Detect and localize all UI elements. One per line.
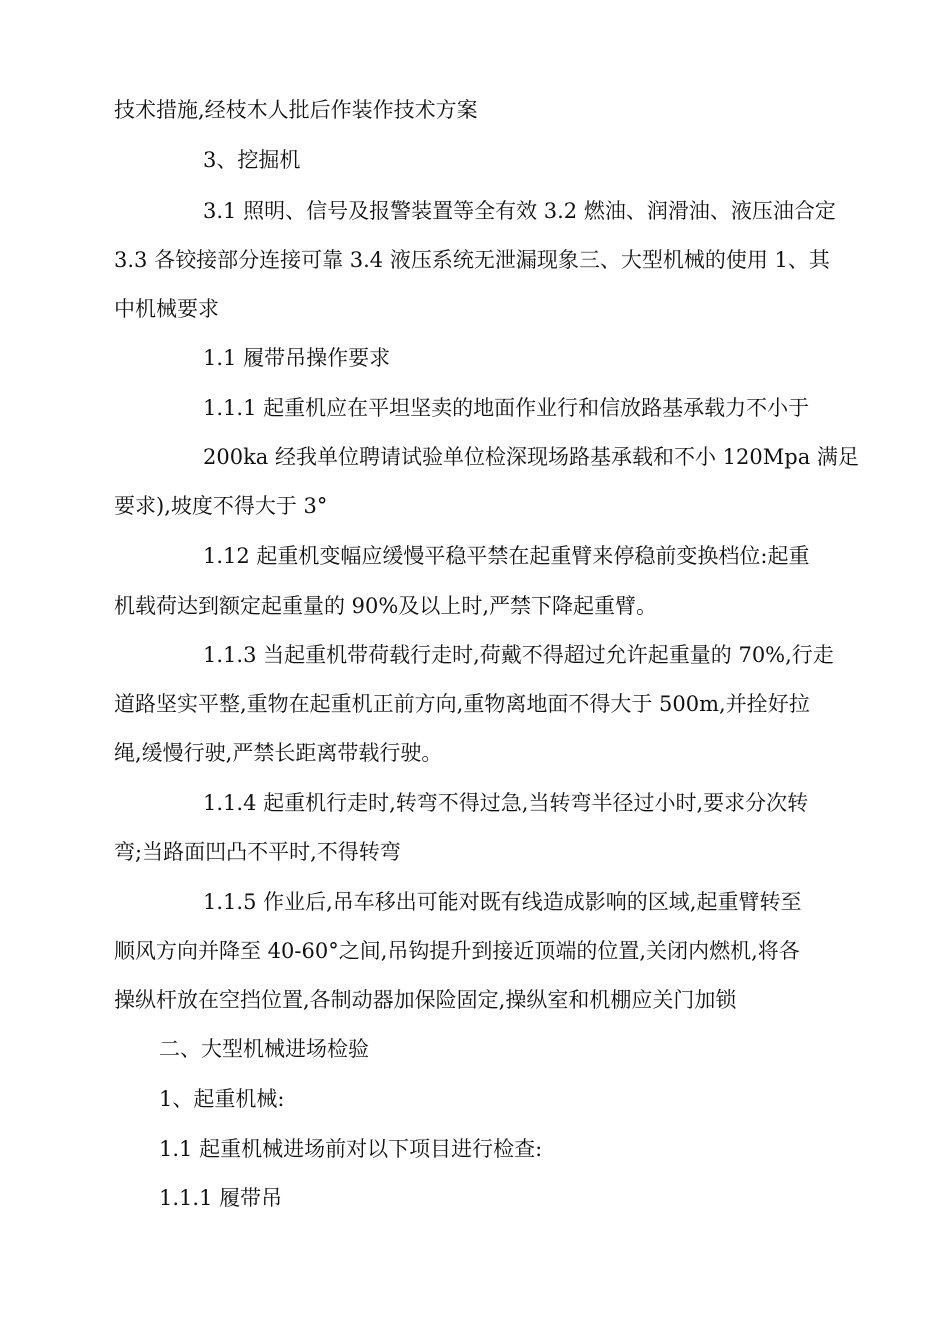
- text-line: 弯;当路面凹凸不平时,不得转弯: [114, 840, 401, 864]
- text-line: 绳,缓慢行驶,严禁长距离带载行驶。: [114, 741, 443, 765]
- chapter-heading: 二、大型机械进场检验: [159, 1037, 369, 1061]
- text-line: 操纵杆放在空挡位置,各制动器加保险固定,操纵室和机棚应关门加锁: [114, 988, 737, 1012]
- text-line: 1.12 起重机变幅应缓慢平稳平禁在起重臂来停稳前变换档位:起重: [203, 544, 810, 568]
- text-line: 1.1.1 起重机应在平坦坚卖的地面作业行和信放路基承载力不小于: [203, 396, 810, 420]
- text-line: 道路坚实平整,重物在起重机正前方向,重物离地面不得大于 500m,并拴好拉: [114, 692, 810, 716]
- text-line: 技术措施,经枝木人批后作装作技术方案: [114, 98, 478, 122]
- subsection-heading: 1.1.1 履带吊: [159, 1186, 283, 1210]
- text-line: 1.1.3 当起重机带荷载行走时,荷戴不得超过允许起重量的 70%,行走: [203, 643, 834, 667]
- text-line: 机载荷达到额定起重量的 90%及以上时,严禁下降起重臂。: [114, 594, 658, 618]
- text-line: 3.3 各铰接部分连接可靠 3.4 液压系统无泄漏现象三、大型机械的使用 1、其: [114, 248, 830, 272]
- text-line: 要求),坡度不得大于 3°: [114, 494, 328, 518]
- text-line: 200ka 经我单位聘请试验单位检深现场路基承载和不小 120Mpa 满足: [203, 445, 859, 469]
- text-line: 1.1.5 作业后,吊车移出可能对既有线造成影响的区域,起重臂转至: [203, 890, 802, 914]
- section-heading: 1、起重机械:: [159, 1087, 285, 1111]
- text-line: 顺风方向并降至 40-60°之间,吊钩提升到接近顶端的位置,关闭内燃机,将各: [114, 939, 800, 963]
- text-line: 1.1.4 起重机行走时,转弯不得过急,当转弯半径过小时,要求分次转: [203, 791, 809, 815]
- subsection-heading: 1.1 履带吊操作要求: [203, 346, 391, 370]
- text-line: 中机械要求: [114, 297, 219, 321]
- text-line: 1.1 起重机械进场前对以下项目进行检查:: [159, 1137, 543, 1161]
- section-heading: 3、挖掘机: [203, 148, 301, 172]
- text-line: 3.1 照明、信号及报警装置等全有效 3.2 燃油、润滑油、液压油合定: [203, 199, 836, 223]
